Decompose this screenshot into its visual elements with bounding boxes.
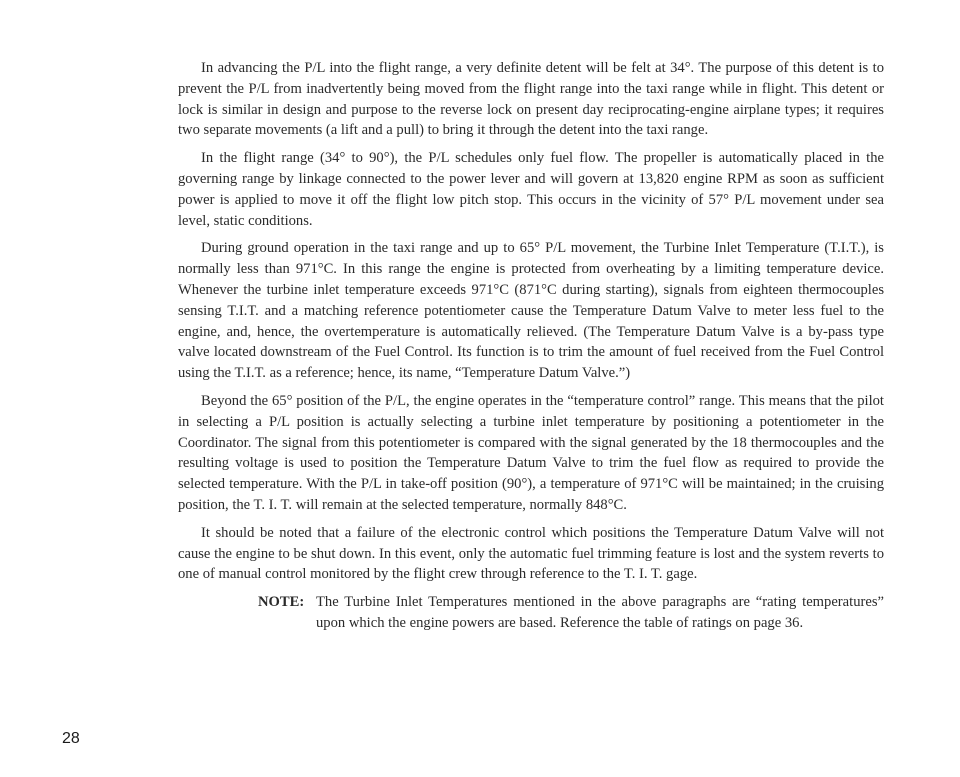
page-number: 28	[62, 730, 80, 747]
paragraph-detent: In advancing the P/L into the flight range, a very definite detent will be felt at 34°. The purpose of this detent is to prevent the P/L from inadvertently being moved from the flight range into the taxi range while in flight. This detent or lock is similar in design and purpose to the reverse lock on present day reciprocating-engine airplane types; it requires two separate movements (a lift and a pull) to bring it through the detent into the taxi range.	[178, 60, 884, 139]
note-label: NOTE:	[258, 594, 305, 611]
body-text	[178, 58, 884, 634]
note-text: The Turbine Inlet Temperatures mentioned in the above paragraphs are “rating temperatures” upon which the engine powers are based. Reference the table of ratings on page 36.	[316, 594, 884, 631]
paragraph-failure: It should be noted that a failure of the electronic control which positions the Temperature Datum Valve will not cause the engine to be shut down. In this event, only the automatic fuel trimming feature is lost and the system reverts to one of manual control monitored by the flight crew through reference to the T. I. T. gage.	[178, 524, 884, 583]
note	[178, 592, 884, 634]
paragraph-temperature-control: Beyond the 65° position of the P/L, the engine operates in the “temperature control” range. This means that the pilot in selecting a P/L position is actually selecting a turbine inlet temperature by positioning a potentiometer in the Coordinator. The signal from this potentiometer is compared with the signal generated by the 18 thermocouples and the resulting voltage is used to position the Temperature Datum Valve to trim the fuel flow as required to provide the selected temperature. With the P/L in take-off position (90°), a temperature of 971°C will be maintained; in the cruising position, the T. I. T. will remain at the selected temperature, normally 848°C.	[178, 392, 884, 513]
paragraph-flight-range: In the flight range (34° to 90°), the P/L schedules only fuel flow. The propeller is automatically placed in the governing range by linkage connected to the power lever and will govern at 13,820 engine RPM as soon as sufficient power is applied to move it off the flight low pitch stop. This occurs in the vicinity of 57° P/L movement under sea level, static conditions.	[178, 150, 884, 229]
paragraph-ground-operation: During ground operation in the taxi range and up to 65° P/L movement, the Turbine Inlet Temperature (T.I.T.), is normally less than 971°C. In this range the engine is protected from overheating by a limiting temperature device. Whenever the turbine inlet temperature exceeds 971°C (871°C during starting), signals from eighteen thermocouples sensing T.I.T. and a matching reference potentiometer cause the Temperature Datum Valve to meter less fuel to the engine, and, hence, the overtemperature is automatically relieved. (The Temperature Datum Valve is a by-pass type valve located downstream of the Fuel Control. Its function is to trim the amount of fuel received from the Fuel Control using the T.I.T. as a reference; hence, its name, “Temperature Datum Valve.”)	[178, 240, 884, 382]
